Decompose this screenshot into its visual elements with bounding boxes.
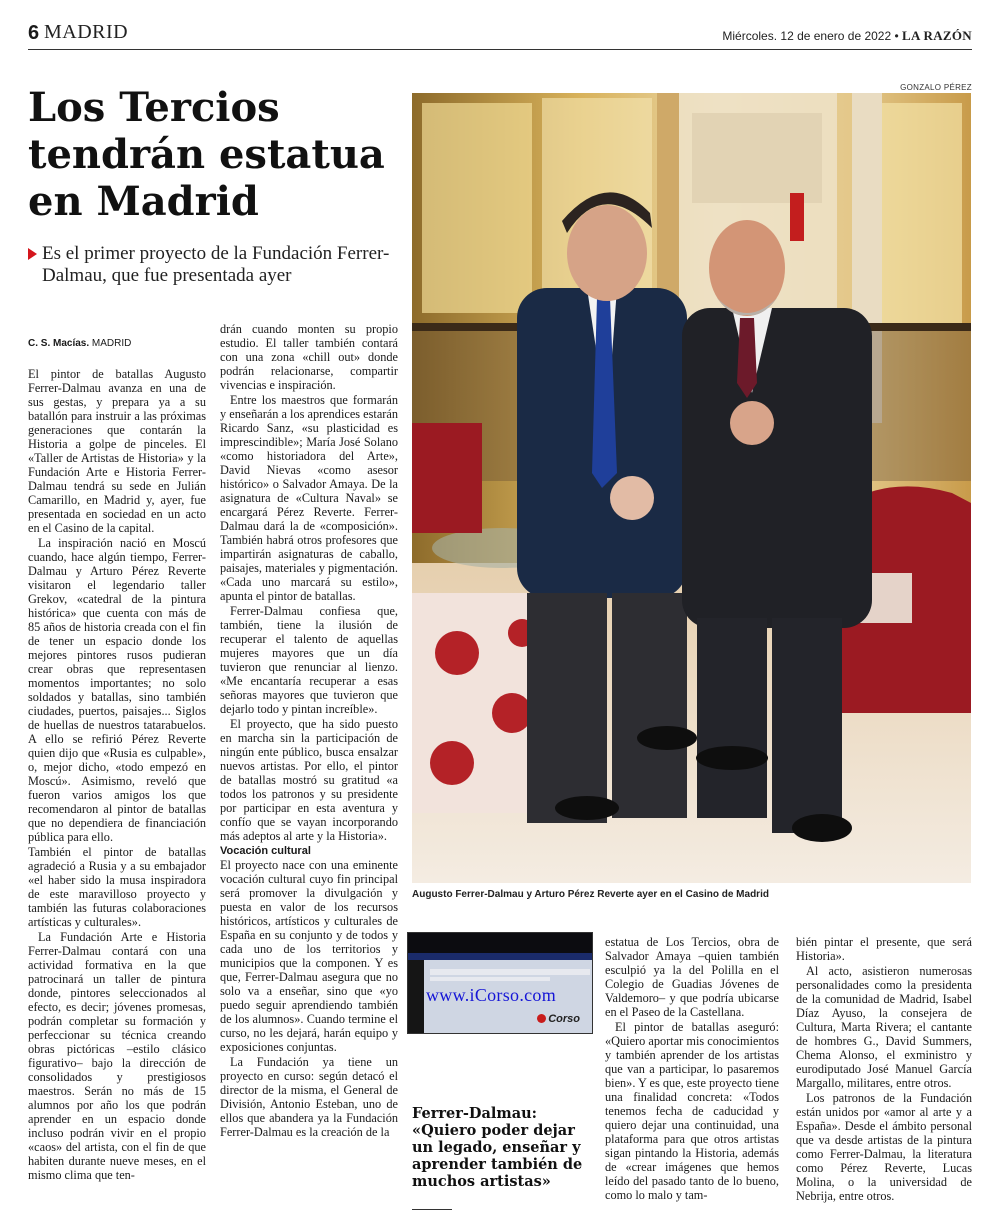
paragraph: Al acto, asistieron numerosas personalidades como la presidenta de la comunidad de Madrid, Isabel Díaz Ayuso, la consejera de Cultura, Marta Rivera; el cantante de hombres G., David Summers, Chema Alonso, el exministro y eurodiputado José Manuel García Margallo, militares, entre otros.	[796, 964, 972, 1090]
subheading: Vocación cultural	[220, 845, 311, 857]
byline-location: MADRID	[91, 338, 132, 349]
header-rule	[28, 49, 972, 50]
ad-text-line	[430, 969, 590, 975]
article-column-1	[28, 337, 206, 1183]
paragraph: El proyecto, que ha sido puesto en marcha sin la participación de ningún ente público, busca ensalzar nuevos artistas. Por ello, el pintor de batallas mostró su gratitud «a todos los patronos y su presidente por participar en esta aventura y confío que se vayan incorporando más adeptos al arte y la Historia».	[220, 717, 398, 843]
article-column-3	[605, 935, 779, 1203]
pull-quote: Ferrer-Dalmau: «Quiero poder dejar un legado, enseñar y aprender también de muchos artistas»	[412, 1105, 583, 1190]
page-number: 6	[28, 22, 40, 44]
article-column-4	[796, 935, 972, 1204]
byline	[28, 337, 206, 351]
paragraph: El pintor de batallas Augusto Ferrer-Dalmau avanza en una de sus gestas, y prepara ya a su batallón para instruir a las próximas generaciones que contarán la Historia a golpe de pinceles. El «Taller de Artistas de Historia» y la Fundación Arte e Historia Ferrer-Dalmau tendrá su sede en Julián Camarillo, en Madrid y, ayer, fue presentada en sociedad en un acto en el Casino de la capital.	[28, 367, 206, 535]
photo-caption: Augusto Ferrer-Dalmau y Arturo Pérez Reverte ayer en el Casino de Madrid	[412, 889, 769, 900]
header-separator: •	[894, 29, 899, 43]
section-name: MADRID	[44, 21, 129, 43]
paragraph: También el pintor de batallas agradeció a Rusia y a su embajador «el haber sido la musa inspiradora de este maravilloso proyecto y también las futuras colaboraciones artísticas y culturales».	[28, 845, 206, 929]
page-header-info	[722, 28, 972, 44]
ad-brand-logo: Corso	[537, 1013, 580, 1025]
paragraph: El proyecto nace con una eminente vocación cultural cuyo fin principal será promover la divulgación y puesta en valor de los recursos históricos, artísticos y culturales de España en su conjunto y de todos y cada uno de los territorios y municipios que la componen. Y es que, Ferrer-Dalmau asegura que no solo va a enseñar, sino que «yo puedo seguir aprendiendo también de los alumnos». Cuando termine el curso, no les dejará, harán equipo y exposiciones conjuntas.	[220, 858, 398, 1054]
ad-nav-bar	[408, 953, 592, 960]
ad-url-link[interactable]: www.iCorso.com	[426, 985, 557, 1005]
issue-date: Miércoles. 12 de enero de 2022	[722, 29, 892, 43]
paragraph: La Fundación Arte e Historia Ferrer-Dalmau contará con una actividad formativa en la que patrocinará un taller de pintura donde, pintores seleccionados al efecto, es decir; jóvenes promesas, podrán completar su formación y perfeccionar su técnica creando obras pictóricas –estilo clásico figurativo– bajo la dirección de consolidados y prestigiosos maestros. Serán no más de 15 alumnos por año los que podrán aprender en un espacio donde incluso podrán vivir en el propio «caos» del artista, con el fin de que habiten durante nueve meses, en el mismo clima que ten-	[28, 930, 206, 1182]
paragraph: drán cuando monten su propio estudio. El taller también contará con una zona «chill out» donde podrán relacionarse, compartir vivencias e inspiración.	[220, 322, 398, 392]
publication-name: LA RAZÓN	[902, 28, 972, 43]
pull-quote-rule	[412, 1209, 452, 1210]
headline: Los Tercios tendrán estatua en Madrid	[28, 84, 385, 225]
ad-sidebar	[408, 960, 424, 1034]
paragraph: El pintor de batallas aseguró: «Quiero aportar mis conocimientos y también aprender de los artistas que van a participar, lo pasaremos bien». Y es que, este proyecto tiene una finalidad concreta: «Todos tenemos fecha de caducidad y quiero dejar una continuidad, una plataforma para que otros artistas sigan pintando la Historia, además de «crear imágenes que hemos leído del pasado tanto de lo bueno, como lo malo y tam-	[605, 1020, 779, 1202]
paragraph: estatua de Los Tercios, obra de Salvador Amaya –quien también esculpió ya la del Polilla en el Colegio de Guadias Jóvenes de Valdemoro– y que podría ubicarse en el Paseo de la Castellana.	[605, 935, 779, 1019]
paragraph: Los patronos de la Fundación están unidos por «amor al arte y a España». Desde el ámbito personal que va desde artistas de la pintura como Ferrer-Dalmau, la literatura como Pérez Reverte, Lucas Molina, o la universidad de Nebrija, entre otros.	[796, 1091, 972, 1203]
ad-text-line	[430, 977, 550, 981]
paragraph: La inspiración nació en Moscú cuando, hace algún tiempo, Ferrer-Dalmau y Arturo Pérez Reverte visitaron el legendario taller Grekov, «catedral de la pintura histórica» que cuenta con más de 85 años de historia creada con el fin de tener un espacio donde los mejores pintores rusos pudieran crear obras que representasen momentos importantes; no solo soldados y batallas, sino también ciudades, puertos, paisajes... Siglos de huellas de nuestros tatarabuelos. A ello se refirió Pérez Reverte quien dijo que «Rusia es culpable», o, mejor dicho, «todo empezó en Moscú». Asimismo, reveló que fueron varios amigos los que recomendaron al pintor de batallas que no dependiera de financiación pública para ello.	[28, 536, 206, 844]
article-photo	[412, 93, 971, 883]
paragraph: Entre los maestros que formarán y enseñarán a los aprendices estarán Ricardo Sanz, «su plasticidad es imprescindible»; María José Solano «como historiadora del Arte», David Nievas «como asesor histórico» o Salvador Amaya. De la asignatura de «Cultura Naval» se encargará Pérez Reverte. Ferrer-Dalmau dará la de «composición». También habrá otros profesores que impartirán asignaturas de caballo, paisajes, materiales y pigmentación. «Cada uno marcará su estilo», apunta el pintor de batallas.	[220, 393, 398, 603]
advertisement[interactable]	[407, 932, 593, 1034]
paragraph: Ferrer-Dalmau confiesa que, también, tiene la ilusión de recuperar el talento de aquellas mujeres mayores que un día tuvieron que renunciar al lienzo. «Me encantaría recuperar a esas señoras mayores que tuvieron que dejarlo todo y pintan increíble».	[220, 604, 398, 716]
article-column-2	[220, 322, 398, 1140]
paragraph: La Fundación ya tiene un proyecto en curso: según detacó el director de la misma, el General de División, Antonio Esteban, uno de ellos que abandera ya la Fundación Ferrer-Dalmau es la creación de la	[220, 1055, 398, 1139]
paragraph: bién pintar el presente, que será Historia».	[796, 935, 972, 963]
photo-credit: GONZALO PÉREZ	[900, 83, 972, 92]
deck: Es el primer proyecto de la Fundación Ferrer-Dalmau, que fue presentada ayer	[42, 243, 390, 286]
ad-banner	[408, 933, 592, 953]
byline-author: C. S. Macías.	[28, 338, 90, 349]
